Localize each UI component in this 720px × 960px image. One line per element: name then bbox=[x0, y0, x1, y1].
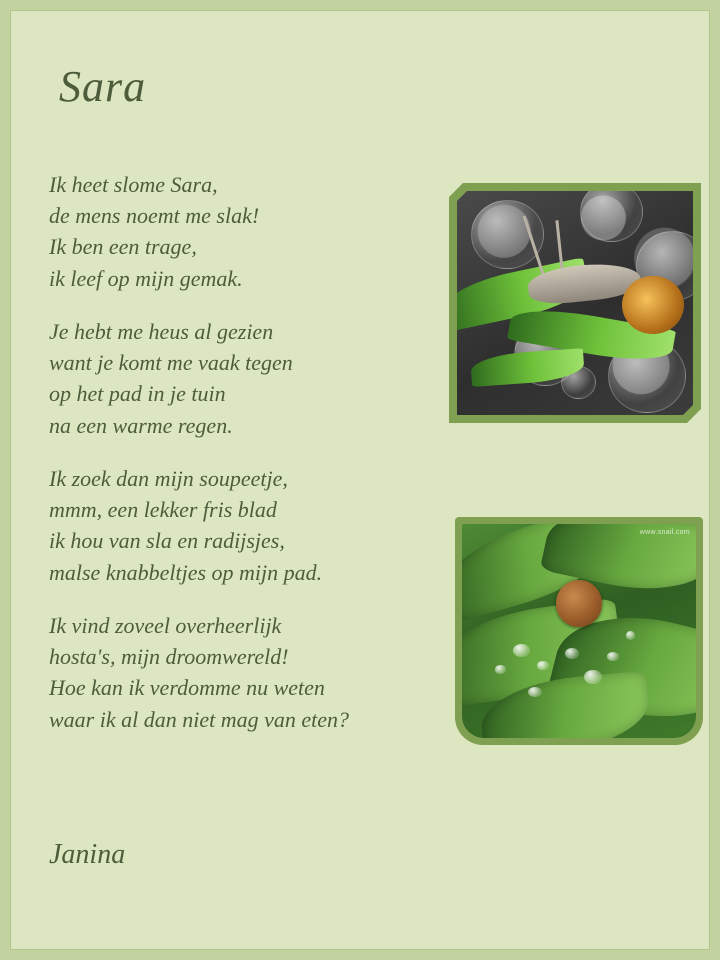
poem-line: want je komt me vaak tegen bbox=[49, 350, 293, 376]
poem-line: Ik heet slome Sara, bbox=[49, 172, 218, 197]
water-drop-icon bbox=[528, 687, 542, 698]
page-title: Sara bbox=[59, 62, 147, 111]
snail-bubbles-photo-frame bbox=[449, 183, 701, 423]
snail-hosta-photo-frame bbox=[455, 517, 703, 745]
poem-stanza bbox=[49, 610, 469, 735]
poem-line: ik hou van sla en radijsjes, bbox=[49, 528, 285, 554]
snail-shell-shape bbox=[622, 276, 683, 334]
poem-line: Ik zoek dan mijn soupeetje, bbox=[49, 465, 288, 491]
poem-stanza bbox=[49, 316, 469, 441]
poem-line: Ik vind zoveel overheerlijk bbox=[49, 612, 282, 638]
author-signature: Janina bbox=[49, 839, 126, 870]
water-drop-icon bbox=[495, 665, 507, 674]
bubble-icon bbox=[580, 191, 643, 242]
bubble-icon bbox=[471, 200, 544, 269]
snail-on-leaf-with-bubbles-photo bbox=[457, 191, 693, 415]
poem-line: hosta's, mijn droomwereld! bbox=[49, 644, 289, 670]
poem-line: de mens noemt me slak! bbox=[49, 203, 260, 229]
water-drop-icon bbox=[626, 631, 635, 640]
water-drop-icon bbox=[513, 644, 529, 657]
poem-line: waar ik al dan niet mag van eten? bbox=[49, 706, 350, 732]
water-drop-icon bbox=[537, 661, 549, 670]
poem-line: Hoe kan ik verdomme nu weten bbox=[49, 675, 325, 701]
water-drop-icon bbox=[565, 648, 579, 659]
poem-line: na een warme regen. bbox=[49, 412, 233, 438]
water-drop-icon bbox=[607, 652, 619, 661]
poem-line: ik leef op mijn gemak. bbox=[49, 265, 243, 291]
poem-line: malse knabbeltjes op mijn pad. bbox=[49, 559, 323, 585]
poem-line: mmm, een lekker fris blad bbox=[49, 497, 277, 523]
poem-stanza bbox=[49, 463, 469, 588]
poem-line: op het pad in je tuin bbox=[49, 381, 226, 407]
poem-line: Ik ben een trage, bbox=[49, 234, 197, 260]
snail-shell-shape bbox=[556, 580, 603, 627]
poem-body bbox=[49, 169, 469, 757]
poem-line: Je hebt me heus al gezien bbox=[49, 318, 274, 344]
snail-on-wet-hosta-leaves-photo bbox=[462, 524, 696, 738]
page-inner-frame bbox=[10, 10, 710, 950]
poem-stanza bbox=[49, 169, 469, 294]
photo-credit: www.snail.com bbox=[639, 529, 690, 536]
